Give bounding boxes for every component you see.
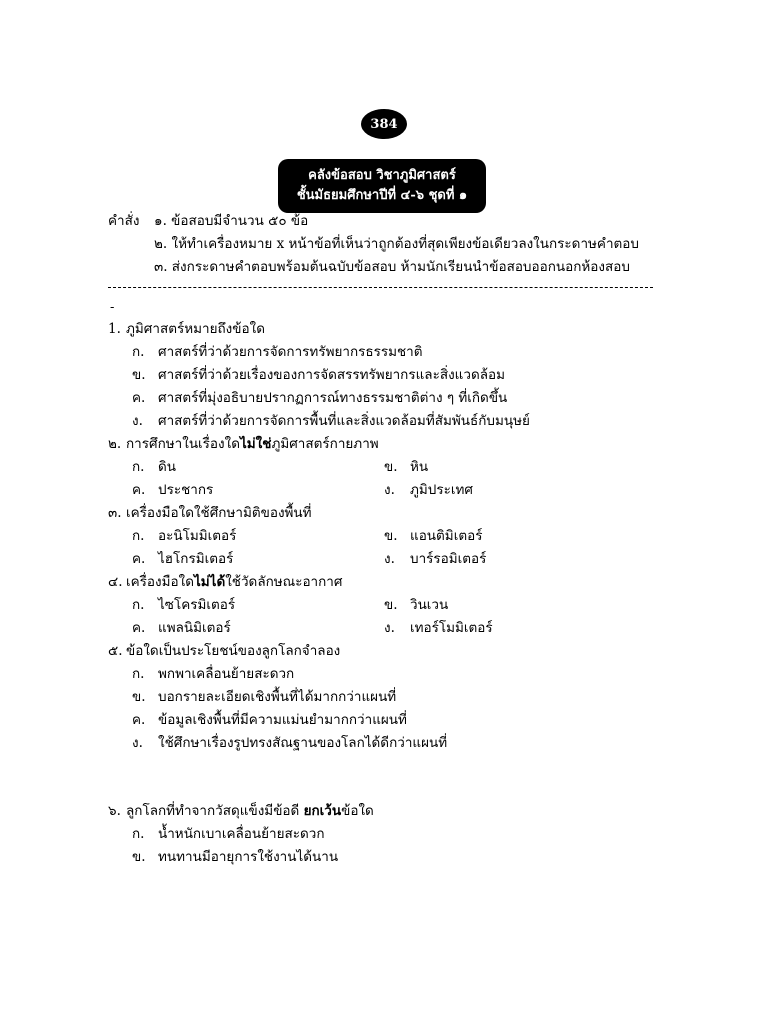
option-text: ไซโครมิเตอร์ <box>158 597 236 613</box>
option-letter: ก. <box>132 597 145 613</box>
question-text-emphasis: ไม่ได้ <box>193 574 226 590</box>
option-letter: ข. <box>132 367 146 383</box>
instructions-block <box>108 210 668 279</box>
option-row <box>108 594 668 617</box>
option-letter: ค. <box>132 551 146 567</box>
option-text: ศาสตร์ที่ว่าด้วยการจัดการทรัพยากรธรรมชาติ <box>158 344 423 360</box>
question-text: ภูมิศาสตร์หมายถึงข้อใด <box>126 321 265 337</box>
option-letter: ง. <box>132 413 143 429</box>
instruction-row <box>108 210 668 233</box>
instruction-item-2: ๒. ให้ทำเครื่องหมาย x หน้าข้อที่เห็นว่าถูกต้องที่สุดเพียงข้อเดียวลงในกระดาษคำตอบ <box>154 236 639 252</box>
option-row <box>108 410 668 433</box>
option-row <box>108 732 668 755</box>
question-text-pre: ลูกโลกที่ทำจากวัสดุแข็งมีข้อดี <box>126 803 304 819</box>
option-letter: ข. <box>384 528 398 544</box>
option-row <box>108 387 668 410</box>
question-text <box>126 433 379 456</box>
question-number: ๔. <box>108 574 123 590</box>
option-text: วินเวน <box>410 597 449 613</box>
option-row <box>108 548 668 571</box>
option-text: อะนิโมมิเตอร์ <box>158 528 237 544</box>
option-row <box>108 341 668 364</box>
dashed-divider <box>108 287 653 288</box>
option-text: ภูมิประเทศ <box>410 482 473 498</box>
option-letter: ก. <box>132 666 145 682</box>
question-text-post: ใช้วัดลักษณะอากาศ <box>225 574 343 590</box>
option-letter: ค. <box>132 620 146 636</box>
option-text: แพลนิมิเตอร์ <box>158 620 231 636</box>
option-letter: ก. <box>132 459 145 475</box>
option-row <box>108 823 668 846</box>
option-letter: ง. <box>132 735 143 751</box>
option-text: ดิน <box>158 459 176 475</box>
option-text: ทนทานมีอายุการใช้งานได้นาน <box>158 849 339 865</box>
question-number: ๓. <box>108 505 122 521</box>
question-number: 1. <box>108 321 121 337</box>
question-number: ๕. <box>108 643 123 659</box>
vertical-spacer <box>108 755 668 800</box>
option-letter: ข. <box>132 689 146 705</box>
option-text: ไฮโกรมิเตอร์ <box>158 551 234 567</box>
instruction-row <box>108 233 668 256</box>
option-row <box>108 709 668 732</box>
option-text: ประชากร <box>158 482 214 498</box>
question-title <box>108 502 668 525</box>
option-row <box>108 525 668 548</box>
option-row <box>108 364 668 387</box>
option-letter: ก. <box>132 344 145 360</box>
option-letter: ค. <box>132 390 146 406</box>
question-text-post: ข้อใด <box>341 803 374 819</box>
question-3 <box>108 502 668 571</box>
exam-title-line1: คลังข้อสอบ วิชาภูมิศาสตร์ <box>308 168 456 183</box>
option-row <box>108 846 668 869</box>
page-number: 384 <box>370 116 398 132</box>
option-letter: ง. <box>384 551 395 567</box>
exam-title-box <box>278 159 486 213</box>
question-text: ข้อใดเป็นประโยชน์ของลูกโลกจำลอง <box>126 643 341 659</box>
question-text <box>126 571 342 594</box>
option-text: บอกรายละเอียดเชิงพื้นที่ได้มากกว่าแผนที่ <box>158 689 397 705</box>
option-letter: ก. <box>132 528 145 544</box>
questions-list <box>108 318 668 869</box>
question-text <box>126 800 374 823</box>
option-row <box>108 479 668 502</box>
option-letter: ค. <box>132 482 146 498</box>
option-text: พกพาเคลื่อนย้ายสะดวก <box>158 666 295 682</box>
option-letter: ข. <box>384 459 398 475</box>
option-text: หิน <box>410 459 429 475</box>
question-5 <box>108 640 668 755</box>
question-text-pre: การศึกษาในเรื่องใด <box>126 436 240 452</box>
option-text: ศาสตร์ที่ว่าด้วยการจัดการพื้นที่และสิ่งแวดล้อมที่สัมพันธ์กับมนุษย์ <box>158 413 530 429</box>
question-title <box>108 318 668 341</box>
question-title <box>108 800 668 823</box>
question-title <box>108 571 668 594</box>
option-letter: ค. <box>132 712 146 728</box>
exam-title-line2: ชั้นมัธยมศึกษาปีที่ ๔-๖ ชุดที่ ๑ <box>296 188 468 203</box>
instructions-label: คำสั่ง <box>108 213 140 229</box>
question-number: ๒. <box>108 436 122 452</box>
option-text: บาร์รอมิเตอร์ <box>410 551 487 567</box>
question-text-post: ภูมิศาสตร์กายภาพ <box>271 436 379 452</box>
option-row <box>108 617 668 640</box>
option-letter: ง. <box>384 482 395 498</box>
option-letter: ก. <box>132 826 145 842</box>
dash-mark: - <box>110 300 115 315</box>
option-row <box>108 686 668 709</box>
option-text: น้ำหนักเบาเคลื่อนย้ายสะดวก <box>158 826 325 842</box>
instruction-row <box>108 256 668 279</box>
option-letter: ง. <box>384 620 395 636</box>
question-number: ๖. <box>108 803 121 819</box>
option-text: ศาสตร์ที่มุ่งอธิบายปรากฏการณ์ทางธรรมชาติต่าง ๆ ที่เกิดขึ้น <box>158 390 508 406</box>
option-row <box>108 663 668 686</box>
option-text: แอนติมิเตอร์ <box>410 528 483 544</box>
option-letter: ข. <box>132 849 146 865</box>
question-2 <box>108 433 668 502</box>
instruction-item-3: ๓. ส่งกระดาษคำตอบพร้อมต้นฉบับข้อสอบ ห้ามนักเรียนนำข้อสอบออกนอกห้องสอบ <box>154 259 630 275</box>
option-text: เทอร์โมมิเตอร์ <box>410 620 493 636</box>
question-6 <box>108 800 668 869</box>
option-text: ใช้ศึกษาเรื่องรูปทรงสัณฐานของโลกได้ดีกว่าแผนที่ <box>158 735 448 751</box>
question-text-pre: เครื่องมือใด <box>126 574 194 590</box>
question-4 <box>108 571 668 640</box>
option-letter: ข. <box>384 597 398 613</box>
instruction-item-1: ๑. ข้อสอบมีจำนวน ๕๐ ข้อ <box>154 213 309 229</box>
page-number-badge <box>361 109 407 139</box>
option-text: ศาสตร์ที่ว่าด้วยเรื่องของการจัดสรรทรัพยากรและสิ่งแวดล้อม <box>158 367 505 383</box>
option-row <box>108 456 668 479</box>
question-text-emphasis: ยกเว้น <box>303 803 342 819</box>
question-1 <box>108 318 668 433</box>
question-text: เครื่องมือใดใช้ศึกษามิติของพื้นที่ <box>126 505 312 521</box>
option-text: ข้อมูลเชิงพื้นที่มีความแม่นยำมากกว่าแผนที่ <box>158 712 407 728</box>
question-title <box>108 433 668 456</box>
question-text-emphasis: ไม่ใช่ <box>239 436 272 452</box>
question-title <box>108 640 668 663</box>
